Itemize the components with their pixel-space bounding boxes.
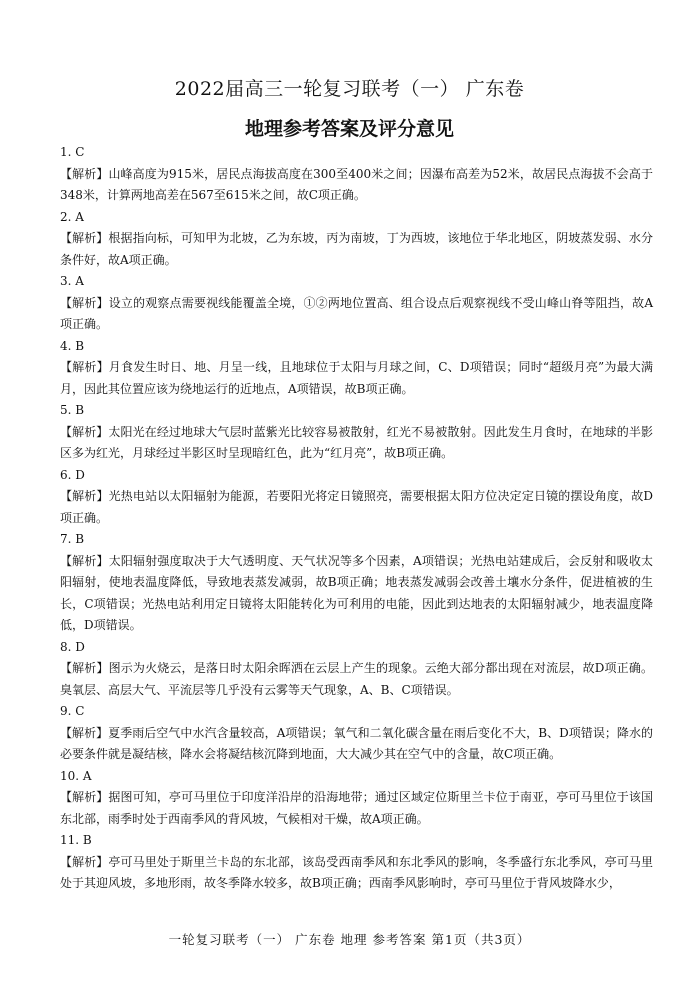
answer-number: 10. A: [60, 768, 92, 783]
answer-explanation: 【解析】太阳光在经过地球大气层时蓝紫光比较容易被散射，红光不易被散射。因此发生月食时，在地球的半影区多为红光，月球经过半影区时呈现暗红色，此为“红月亮”，故B项正确。: [60, 424, 653, 460]
answer-explanation: 【解析】设立的观察点需要视线能覆盖全境，①②两地位置高、组合设点后观察视线不受山峰山脊等阻挡，故A项正确。: [60, 295, 653, 331]
answer-item: [60, 766, 653, 831]
answer-list: [60, 142, 653, 895]
answer-explanation: 【解析】根据指向标，可知甲为北坡，乙为东坡，丙为南坡，丁为西坡，该地位于华北地区，阴坡蒸发弱、水分条件好，故A项正确。: [60, 231, 653, 267]
page-title: 2022届高三一轮复习联考（一） 广东卷: [174, 78, 525, 100]
answer-number: 3. A: [60, 274, 84, 288]
answer-item: [60, 637, 653, 702]
answer-explanation: 【解析】夏季雨后空气中水汽含量较高，A项错误；氧气和二氧化碳含量在雨后变化不大，B、D项错误；降水的必要条件就是凝结核，降水会将凝结核沉降到地面，大大减少其在空气中的含量，故C项正确。: [60, 725, 653, 761]
answer-item: [60, 830, 653, 895]
answer-explanation: 【解析】山峰高度为915米，居民点海拔高度在300至400米之间；因瀑布高差为52米，故居民点海拔不会高于348米，计算两地高差在567至615米之间，故C项正确。: [60, 166, 653, 202]
answer-number: 7. B: [60, 532, 85, 546]
answer-number: 11. B: [60, 833, 92, 847]
page-subtitle: 地理参考答案及评分意见: [244, 118, 454, 140]
answer-item: [60, 207, 653, 272]
answer-item: [60, 336, 653, 401]
answer-number: 4. B: [60, 338, 85, 353]
answer-number: 5. B: [60, 403, 85, 417]
answer-explanation: 【解析】太阳辐射强度取决于大气透明度、天气状况等多个因素，A项错误；光热电站建成后，会反射和吸收太阳辐射，使地表温度降低，导致地表蒸发减弱，故B项正确；地表蒸发减弱会改善土壤水分条件，促进植被的生长，C项错误；光热电站利用定日镜将太阳能转化为可利用的电能，因此到达地表的太阳辐射减少，地表温度降低，D项错误。: [60, 553, 653, 632]
answer-number: 8. D: [60, 639, 85, 654]
answer-item: [60, 400, 653, 465]
answer-item: [60, 529, 653, 637]
answer-item: [60, 142, 653, 207]
answer-number: 6. D: [60, 467, 85, 482]
answer-number: 9. C: [60, 704, 85, 718]
answer-number: 1. C: [60, 145, 85, 159]
answer-item: [60, 465, 653, 530]
answer-item: [60, 271, 653, 336]
answer-explanation: 【解析】据图可知，亭可马里位于印度洋沿岸的沿海地带；通过区域定位斯里兰卡位于南亚，亭可马里位于该国东北部，雨季时处于西南季风的背风坡，气候相对干燥，故A项正确。: [60, 790, 653, 826]
page-footer: 一轮复习联考（一） 广东卷 地理 参考答案 第1页（共3页）: [168, 932, 531, 947]
answer-explanation: 【解析】亭可马里处于斯里兰卡岛的东北部，该岛受西南季风和东北季风的影响，冬季盛行东北季风，亭可马里处于其迎风坡，多地形雨，故冬季降水较多，故B项正确；西南季风影响时，亭可马里位于背风坡降水少，: [60, 854, 653, 890]
answer-number: 2. A: [60, 209, 84, 224]
answer-explanation: 【解析】月食发生时日、地、月呈一线，且地球位于太阳与月球之间，C、D项错误；同时“超级月亮”为最大满月，因此其位置应该为绕地运行的近地点，A项错误，故B项正确。: [60, 360, 653, 396]
answer-item: [60, 701, 653, 766]
answer-explanation: 【解析】图示为火烧云，是落日时太阳余晖洒在云层上产生的现象。云绝大部分都出现在对流层，故D项正确。臭氧层、高层大气、平流层等几乎没有云雾等天气现象，A、B、C项错误。: [60, 661, 653, 697]
answer-explanation: 【解析】光热电站以太阳辐射为能源，若要阳光将定日镜照亮，需要根据太阳方位决定定日镜的摆设角度，故D项正确。: [60, 489, 653, 525]
